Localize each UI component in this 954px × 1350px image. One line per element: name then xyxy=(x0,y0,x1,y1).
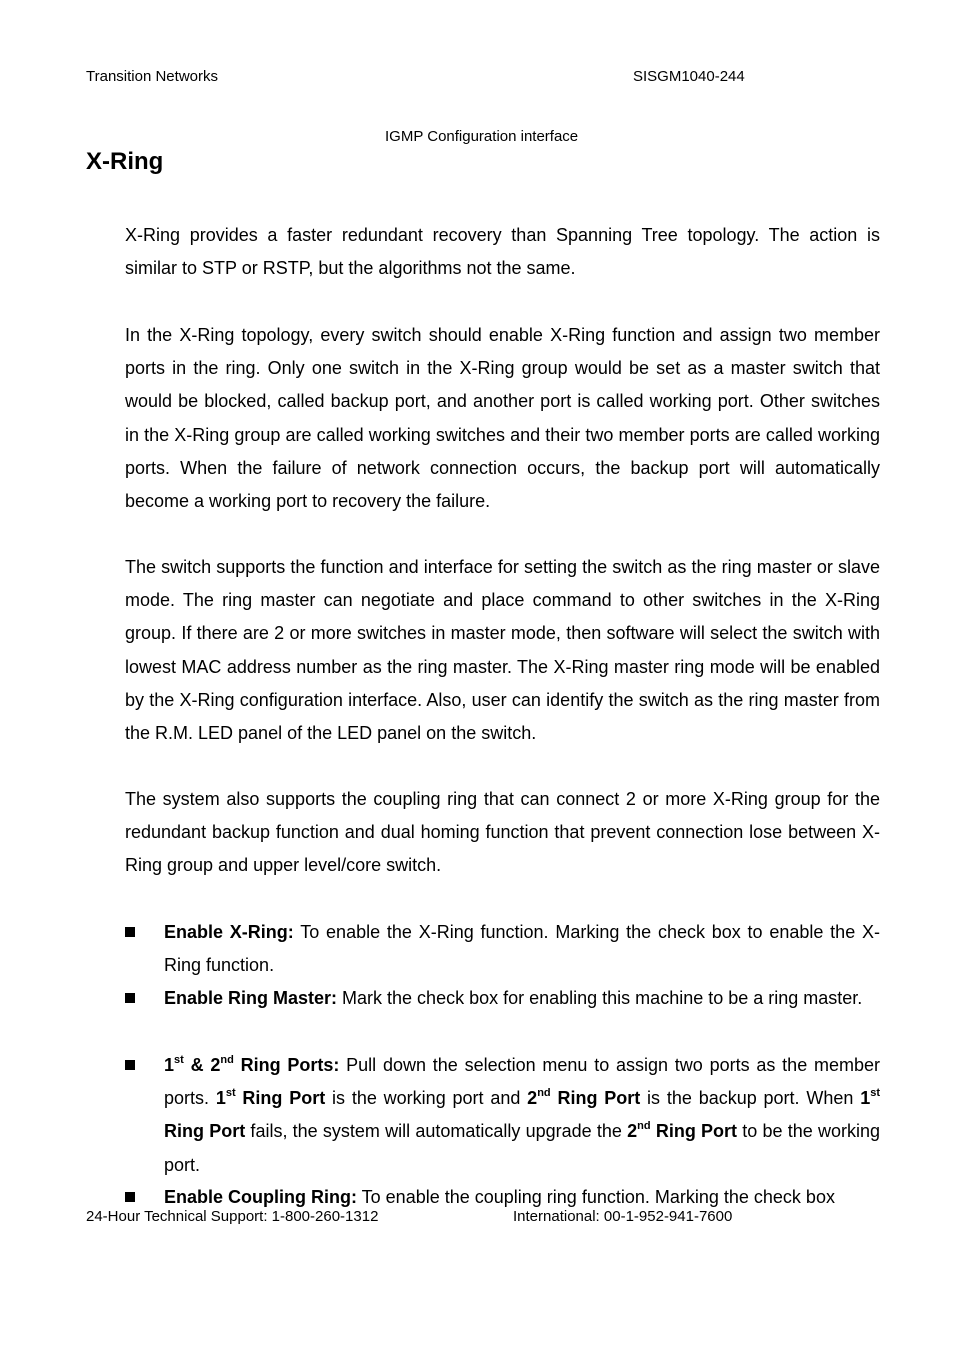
bullet-enable-xring xyxy=(164,916,880,982)
paragraph-intro: X-Ring provides a faster redundant recovery than Spanning Tree topology. The action is similar to STP or RSTP, but the algorithms not the same. xyxy=(125,225,880,279)
bullet-term: Enable Ring Master: xyxy=(164,988,338,1008)
bullet-term: Enable X-Ring: xyxy=(164,922,294,942)
footer-international: International: 00-1-952-941-7600 xyxy=(513,1208,733,1225)
bullet-square-icon xyxy=(125,993,135,1003)
bullet-enable-ring-master xyxy=(164,982,880,1015)
bullet-square-icon xyxy=(125,927,135,937)
bullet-description: To enable the coupling ring function. Marking the check box xyxy=(356,1187,835,1207)
paragraph-master: The switch supports the function and interface for setting the switch as the ring master or slave mode. The ring master can negotiate and place command to other switches in the X-Ring group. If there are 2 or more switches in master mode, then software will select the switch with lowest MAC address number as the ring master. The X-Ring master ring mode will be enabled by the X-Ring configuration interface. Also, user can identify the switch as the ring master from the R.M. LED panel of the LED panel on the switch. xyxy=(125,557,880,744)
footer-support: 24-Hour Technical Support: 1-800-260-1312 xyxy=(86,1208,379,1225)
bullet-term: Enable Coupling Ring: xyxy=(164,1187,357,1207)
header-model: SISGM1040-244 xyxy=(633,68,745,85)
figure-caption: IGMP Configuration interface xyxy=(385,128,579,145)
bullet-term: 1st & 2nd Ring Ports: xyxy=(164,1054,340,1075)
bullet-description: Mark the check box for enabling this machine to be a ring master. xyxy=(337,988,863,1008)
paragraph-topology: In the X-Ring topology, every switch should enable X-Ring function and assign two member ports in the ring. Only one switch in the X-Ring group would be set as a master switch that would be blocked, called backup port, and another port is called working port. Other switches in the X-Ring group are called working switches and their two member ports are called working ports. When the failure of network connection occurs, the backup port will automatically become a working port to recovery the failure. xyxy=(125,325,880,512)
section-title: X-Ring xyxy=(86,148,164,175)
header-company: Transition Networks xyxy=(86,68,218,85)
bullet-square-icon xyxy=(125,1060,135,1070)
paragraph-coupling: The system also supports the coupling ring that can connect 2 or more X-Ring group for the redundant backup function and dual homing function that prevent connection lose between X-Ring group and upper level/core switch. xyxy=(125,789,880,876)
bullet-square-icon xyxy=(125,1192,135,1202)
bullet-description: To enable the X-Ring function. Marking the check box to enable the X-Ring function. xyxy=(164,922,880,976)
bullet-ring-ports: 1st & 2nd Ring Ports: Pull down the selection menu to assign two ports as the member ports. 1st Ring Port is the working port and 2nd Ring Port is the backup port. When 1st Ring Port fails, the system will automatically upgrade the 2nd Ring Port to be the working port. xyxy=(164,1054,881,1175)
